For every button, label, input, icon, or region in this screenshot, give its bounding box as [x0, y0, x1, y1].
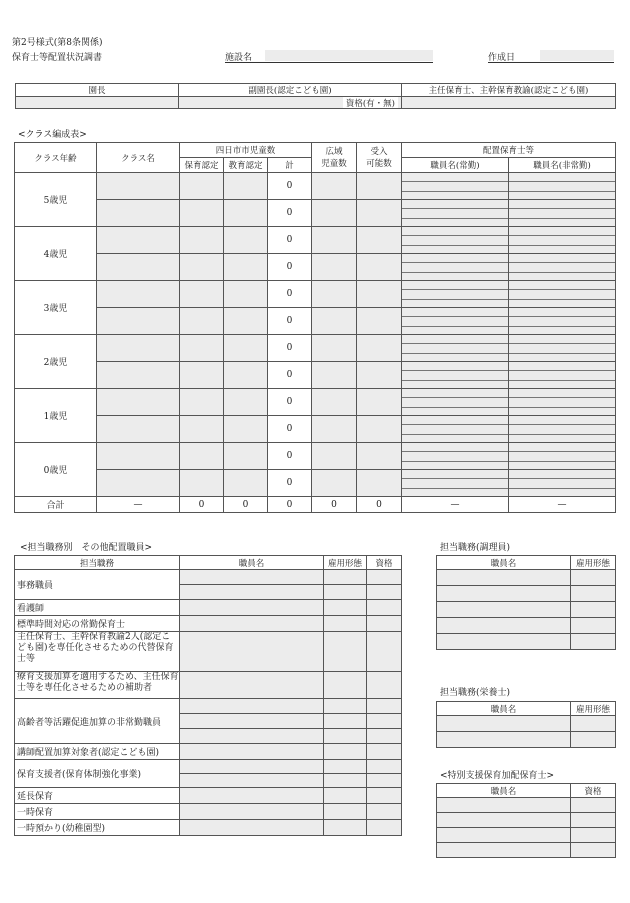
staff-name-input[interactable]: [437, 634, 571, 650]
facility-name-label: 施設名: [225, 53, 253, 63]
staff-attr-input[interactable]: [571, 586, 616, 602]
created-date-input[interactable]: [540, 50, 614, 61]
duty-row: [15, 672, 402, 699]
nutrition-section-title: 担当職務(栄養士): [440, 688, 511, 698]
duty-employment-input[interactable]: [324, 744, 367, 760]
row-total-cell: 0: [268, 173, 312, 200]
total-staff-part-dash: —: [509, 497, 616, 513]
document-title: 保育士等配置状況調書: [12, 53, 103, 63]
col-kyoiku: 教育認定: [224, 158, 268, 173]
created-date-label: 作成日: [488, 53, 516, 63]
staff-row: [437, 586, 616, 602]
duty-qualification-input[interactable]: [367, 585, 402, 600]
duty-label: 看護師: [15, 600, 180, 616]
officers-table: [15, 83, 616, 109]
class-name-input[interactable]: [97, 443, 180, 470]
accept-count-input[interactable]: [357, 416, 402, 443]
staff-name-input[interactable]: [437, 618, 571, 634]
class-name-input[interactable]: [97, 470, 180, 497]
wide-count-input[interactable]: [312, 200, 357, 227]
hoiku-count-input[interactable]: [180, 443, 224, 470]
duty-row: [15, 616, 402, 632]
total-staff-full-dash: —: [402, 497, 509, 513]
class-row: [15, 227, 616, 254]
staff-name-input[interactable]: [437, 843, 571, 858]
staff-row: [437, 732, 616, 748]
col-city-children: 四日市市児童数: [180, 143, 312, 158]
director-header: 園長: [16, 84, 179, 97]
class-row: [15, 254, 616, 281]
hoiku-count-input[interactable]: [180, 389, 224, 416]
vice-director-name-cell[interactable]: [179, 97, 402, 109]
staff-fulltime-cell[interactable]: [402, 416, 509, 443]
staff-fulltime-cell[interactable]: [402, 308, 509, 335]
col-special-name: 職員名: [437, 784, 571, 798]
duty-employment-input[interactable]: [324, 774, 367, 788]
class-row: [15, 389, 616, 416]
director-name-cell[interactable]: [16, 97, 179, 109]
col-hoiku: 保育認定: [180, 158, 224, 173]
duty-qualification-input[interactable]: [367, 820, 402, 836]
total-hoiku: 0: [180, 497, 224, 513]
col-staff-parttime: 職員名(非常勤): [509, 158, 616, 173]
facility-name-field[interactable]: [225, 50, 433, 63]
staff-fulltime-cell[interactable]: [402, 254, 509, 281]
duty-staff-name-input[interactable]: [180, 774, 324, 788]
col-duty-qualification: 資格: [367, 556, 402, 570]
duty-employment-input[interactable]: [324, 616, 367, 632]
duty-label: 一時預かり(幼稚園型): [15, 820, 180, 836]
special-section-title: <特別支援保育加配保育士>: [440, 771, 555, 781]
class-age-cell: 0歳児: [15, 443, 97, 497]
row-total-cell: 0: [268, 362, 312, 389]
duty-table: [14, 555, 402, 836]
duty-employment-input[interactable]: [324, 788, 367, 804]
class-section-title: <クラス編成表>: [18, 130, 87, 140]
col-wide-area: 広域 児童数: [312, 143, 357, 173]
kyoiku-count-input[interactable]: [224, 254, 268, 281]
duty-employment-input[interactable]: [324, 570, 367, 585]
accept-count-input[interactable]: [357, 335, 402, 362]
duty-qualification-input[interactable]: [367, 729, 402, 744]
duty-row: [15, 632, 402, 672]
duty-qualification-input[interactable]: [367, 760, 402, 774]
total-class-dash: —: [97, 497, 180, 513]
duty-row: [15, 760, 402, 774]
duty-employment-input[interactable]: [324, 672, 367, 699]
class-age-cell: 1歳児: [15, 389, 97, 443]
kyoiku-count-input[interactable]: [224, 443, 268, 470]
staff-fulltime-cell[interactable]: [402, 362, 509, 389]
staff-name-input[interactable]: [437, 716, 571, 732]
nutrition-table: [436, 701, 616, 748]
duty-employment-input[interactable]: [324, 600, 367, 616]
class-name-input[interactable]: [97, 416, 180, 443]
kyoiku-count-input[interactable]: [224, 389, 268, 416]
staff-fulltime-cell[interactable]: [402, 227, 509, 254]
staff-row: [437, 798, 616, 813]
duty-row: [15, 699, 402, 714]
class-age-cell: 5歳児: [15, 173, 97, 227]
staff-row: [437, 716, 616, 732]
hoiku-count-input[interactable]: [180, 470, 224, 497]
class-name-input[interactable]: [97, 200, 180, 227]
col-nutrition-employment: 雇用形態: [571, 702, 616, 716]
class-name-input[interactable]: [97, 362, 180, 389]
staff-fulltime-cell[interactable]: [402, 281, 509, 308]
row-total-cell: 0: [268, 443, 312, 470]
duty-row: [15, 788, 402, 804]
duty-employment-input[interactable]: [324, 714, 367, 729]
col-duty-employment: 雇用形態: [324, 556, 367, 570]
staff-parttime-cell[interactable]: [509, 362, 616, 389]
kyoiku-count-input[interactable]: [224, 335, 268, 362]
col-cook-name: 職員名: [437, 556, 571, 570]
row-total-cell: 0: [268, 200, 312, 227]
duty-label: 延長保育: [15, 788, 180, 804]
staff-row: [437, 634, 616, 650]
duty-qualification-input[interactable]: [367, 672, 402, 699]
staff-fulltime-cell[interactable]: [402, 335, 509, 362]
class-age-cell: 3歳児: [15, 281, 97, 335]
kyoiku-count-input[interactable]: [224, 308, 268, 335]
duty-employment-input[interactable]: [324, 804, 367, 820]
wide-count-input[interactable]: [312, 416, 357, 443]
duty-staff-name-input[interactable]: [180, 788, 324, 804]
duty-staff-name-input[interactable]: [180, 699, 324, 714]
duty-staff-name-input[interactable]: [180, 804, 324, 820]
cook-table: [436, 555, 616, 650]
chief-name-cell[interactable]: [402, 97, 616, 109]
duty-row: [15, 570, 402, 585]
staff-row: [437, 813, 616, 828]
row-total-cell: 0: [268, 254, 312, 281]
duty-staff-name-input[interactable]: [180, 672, 324, 699]
staff-name-input[interactable]: [437, 570, 571, 586]
class-total-row: [15, 497, 616, 513]
accept-count-input[interactable]: [357, 389, 402, 416]
duty-staff-name-input[interactable]: [180, 820, 324, 836]
staff-fulltime-cell[interactable]: [402, 443, 509, 470]
staff-parttime-cell[interactable]: [509, 416, 616, 443]
staff-attr-input[interactable]: [571, 716, 616, 732]
row-total-cell: 0: [268, 281, 312, 308]
staff-parttime-cell[interactable]: [509, 227, 616, 254]
created-date-field[interactable]: [488, 50, 614, 63]
staff-parttime-cell[interactable]: [509, 173, 616, 200]
duty-label: 保育支援者(保育体制強化事業): [15, 760, 180, 788]
duty-staff-name-input[interactable]: [180, 729, 324, 744]
staff-parttime-cell[interactable]: [509, 254, 616, 281]
duty-label: 標準時間対応の常勤保育士: [15, 616, 180, 632]
accept-count-input[interactable]: [357, 281, 402, 308]
duty-row: [15, 744, 402, 760]
row-total-cell: 0: [268, 227, 312, 254]
col-nutrition-name: 職員名: [437, 702, 571, 716]
chief-header: 主任保育士、主幹保育教諭(認定こども園): [402, 84, 616, 97]
duty-staff-name-input[interactable]: [180, 585, 324, 600]
duty-staff-name-input[interactable]: [180, 570, 324, 585]
kyoiku-count-input[interactable]: [224, 416, 268, 443]
wide-count-input[interactable]: [312, 173, 357, 200]
col-staff-fulltime: 職員名(常勤): [402, 158, 509, 173]
class-age-cell: 2歳児: [15, 335, 97, 389]
staff-attr-input[interactable]: [571, 634, 616, 650]
kyoiku-count-input[interactable]: [224, 227, 268, 254]
wide-count-input[interactable]: [312, 470, 357, 497]
total-kyoiku: 0: [224, 497, 268, 513]
staff-parttime-cell[interactable]: [509, 335, 616, 362]
staff-attr-input[interactable]: [571, 843, 616, 858]
duty-qualification-input[interactable]: [367, 699, 402, 714]
class-name-input[interactable]: [97, 254, 180, 281]
total-wide: 0: [312, 497, 357, 513]
duty-row: [15, 600, 402, 616]
staff-name-input[interactable]: [437, 813, 571, 828]
staff-row: [437, 602, 616, 618]
hoiku-count-input[interactable]: [180, 254, 224, 281]
staff-name-input[interactable]: [437, 732, 571, 748]
hoiku-count-input[interactable]: [180, 281, 224, 308]
staff-attr-input[interactable]: [571, 602, 616, 618]
vice-director-header: 副園長(認定こども園): [179, 84, 402, 97]
hoiku-count-input[interactable]: [180, 416, 224, 443]
hoiku-count-input[interactable]: [180, 335, 224, 362]
class-age-cell: 4歳児: [15, 227, 97, 281]
duty-label: 高齢者等活躍促進加算の非常勤職員: [15, 699, 180, 744]
class-name-input[interactable]: [97, 335, 180, 362]
staff-name-input[interactable]: [437, 798, 571, 813]
staff-name-input[interactable]: [437, 586, 571, 602]
staff-parttime-cell[interactable]: [509, 308, 616, 335]
duty-employment-input[interactable]: [324, 585, 367, 600]
class-name-input[interactable]: [97, 308, 180, 335]
duty-qualification-input[interactable]: [367, 804, 402, 820]
staff-parttime-cell[interactable]: [509, 443, 616, 470]
duty-row: [15, 820, 402, 836]
staff-fulltime-cell[interactable]: [402, 173, 509, 200]
duty-employment-input[interactable]: [324, 729, 367, 744]
duty-employment-input[interactable]: [324, 699, 367, 714]
accept-count-input[interactable]: [357, 470, 402, 497]
duty-label: 講師配置加算対象者(認定こども園): [15, 744, 180, 760]
staff-name-input[interactable]: [437, 828, 571, 843]
form-number: 第2号様式(第8条関係): [12, 38, 103, 48]
duty-label: 主任保育士、主幹保育教諭2人(認定こども園)を専任化させるための代替保育士等: [15, 632, 180, 672]
row-total-cell: 0: [268, 335, 312, 362]
accept-count-input[interactable]: [357, 173, 402, 200]
class-row: [15, 173, 616, 200]
wide-count-input[interactable]: [312, 308, 357, 335]
duty-qualification-input[interactable]: [367, 774, 402, 788]
accept-count-input[interactable]: [357, 362, 402, 389]
staff-parttime-cell[interactable]: [509, 200, 616, 227]
duty-qualification-input[interactable]: [367, 788, 402, 804]
wide-count-input[interactable]: [312, 254, 357, 281]
class-name-input[interactable]: [97, 389, 180, 416]
duty-qualification-input[interactable]: [367, 600, 402, 616]
kyoiku-count-input[interactable]: [224, 173, 268, 200]
row-total-cell: 0: [268, 470, 312, 497]
duty-label: 一時保育: [15, 804, 180, 820]
kyoiku-count-input[interactable]: [224, 470, 268, 497]
staff-parttime-cell[interactable]: [509, 470, 616, 497]
row-total-cell: 0: [268, 389, 312, 416]
cook-section-title: 担当職務(調理員): [440, 543, 511, 553]
hoiku-count-input[interactable]: [180, 227, 224, 254]
row-total-cell: 0: [268, 416, 312, 443]
col-cook-employment: 雇用形態: [571, 556, 616, 570]
duty-staff-name-input[interactable]: [180, 714, 324, 729]
class-name-input[interactable]: [97, 173, 180, 200]
duty-qualification-input[interactable]: [367, 616, 402, 632]
duty-section-title: <担当職務別 その他配置職員>: [20, 543, 153, 553]
col-class-age: クラス年齢: [15, 143, 97, 173]
row-total-cell: 0: [268, 308, 312, 335]
wide-count-input[interactable]: [312, 281, 357, 308]
class-table: [14, 142, 616, 513]
class-name-input[interactable]: [97, 281, 180, 308]
duty-staff-name-input[interactable]: [180, 616, 324, 632]
staff-attr-input[interactable]: [571, 732, 616, 748]
accept-count-input[interactable]: [357, 254, 402, 281]
total-sum: 0: [268, 497, 312, 513]
class-row: [15, 443, 616, 470]
staff-attr-input[interactable]: [571, 813, 616, 828]
staff-parttime-cell[interactable]: [509, 389, 616, 416]
class-row: [15, 281, 616, 308]
staff-parttime-cell[interactable]: [509, 281, 616, 308]
accept-count-input[interactable]: [357, 443, 402, 470]
staff-row: [437, 618, 616, 634]
class-name-input[interactable]: [97, 227, 180, 254]
staff-row: [437, 843, 616, 858]
staff-fulltime-cell[interactable]: [402, 200, 509, 227]
staff-row: [437, 828, 616, 843]
staff-attr-input[interactable]: [571, 618, 616, 634]
class-row: [15, 335, 616, 362]
hoiku-count-input[interactable]: [180, 362, 224, 389]
duty-employment-input[interactable]: [324, 760, 367, 774]
accept-count-input[interactable]: [357, 308, 402, 335]
duty-label: 事務職員: [15, 570, 180, 600]
staff-attr-input[interactable]: [571, 570, 616, 586]
kyoiku-count-input[interactable]: [224, 281, 268, 308]
accept-count-input[interactable]: [357, 227, 402, 254]
wide-count-input[interactable]: [312, 362, 357, 389]
special-table: [436, 783, 616, 858]
wide-count-input[interactable]: [312, 335, 357, 362]
accept-count-input[interactable]: [357, 200, 402, 227]
col-duty: 担当職務: [15, 556, 180, 570]
duty-staff-name-input[interactable]: [180, 760, 324, 774]
staff-row: [437, 570, 616, 586]
col-duty-staff-name: 職員名: [180, 556, 324, 570]
duty-staff-name-input[interactable]: [180, 632, 324, 672]
col-special-qualification: 資格: [571, 784, 616, 798]
hoiku-count-input[interactable]: [180, 173, 224, 200]
class-row: [15, 362, 616, 389]
col-class-name: クラス名: [97, 143, 180, 173]
class-row: [15, 470, 616, 497]
col-total: 計: [268, 158, 312, 173]
total-accept: 0: [357, 497, 402, 513]
duty-qualification-input[interactable]: [367, 632, 402, 672]
duty-qualification-input[interactable]: [367, 714, 402, 729]
duty-label: 療育支援加算を適用するため、主任保育士等を専任化させるための補助者: [15, 672, 180, 699]
class-row: [15, 416, 616, 443]
class-row: [15, 200, 616, 227]
wide-count-input[interactable]: [312, 389, 357, 416]
duty-row: [15, 804, 402, 820]
class-row: [15, 308, 616, 335]
duty-qualification-input[interactable]: [367, 744, 402, 760]
staff-attr-input[interactable]: [571, 798, 616, 813]
staff-fulltime-cell[interactable]: [402, 470, 509, 497]
duty-qualification-input[interactable]: [367, 570, 402, 585]
kyoiku-count-input[interactable]: [224, 200, 268, 227]
total-label: 合計: [15, 497, 97, 513]
col-staff: 配置保育士等: [402, 143, 616, 158]
kyoiku-count-input[interactable]: [224, 362, 268, 389]
staff-name-input[interactable]: [437, 602, 571, 618]
facility-name-input[interactable]: [265, 50, 433, 61]
hoiku-count-input[interactable]: [180, 308, 224, 335]
wide-count-input[interactable]: [312, 227, 357, 254]
wide-count-input[interactable]: [312, 443, 357, 470]
col-acceptable: 受入 可能数: [357, 143, 402, 173]
duty-staff-name-input[interactable]: [180, 600, 324, 616]
qualification-label: 資格(有・無): [343, 97, 398, 109]
staff-attr-input[interactable]: [571, 828, 616, 843]
staff-fulltime-cell[interactable]: [402, 389, 509, 416]
hoiku-count-input[interactable]: [180, 200, 224, 227]
duty-employment-input[interactable]: [324, 820, 367, 836]
duty-employment-input[interactable]: [324, 632, 367, 672]
duty-staff-name-input[interactable]: [180, 744, 324, 760]
